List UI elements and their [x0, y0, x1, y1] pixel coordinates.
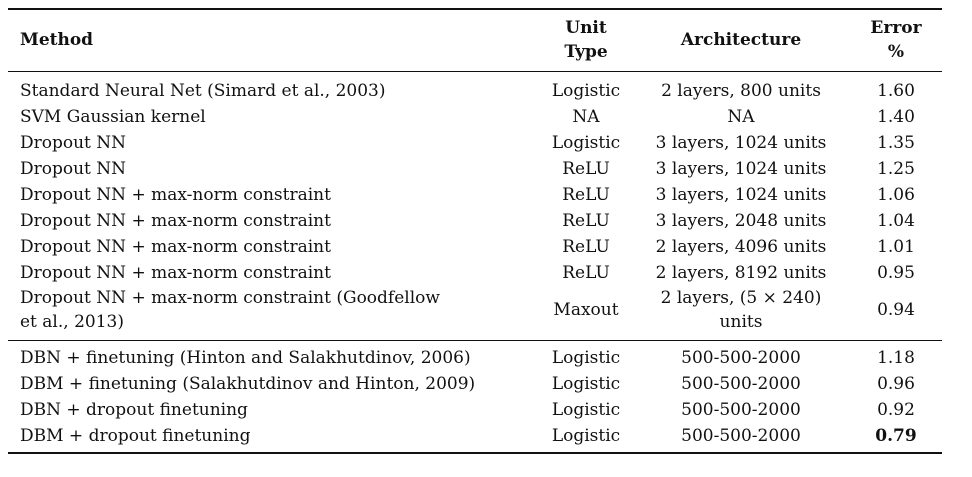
unit-type-cell: Logistic — [551, 374, 621, 394]
error-header-line2: % — [887, 42, 905, 62]
table-row — [8, 72, 942, 105]
unit-type-cell: Logistic — [551, 426, 621, 446]
table-row — [8, 130, 942, 156]
method-cell: Dropout NN + max-norm constraint — [20, 237, 331, 257]
architecture-header: Architecture — [680, 30, 802, 50]
table-header — [8, 9, 942, 72]
table-group-2 — [8, 341, 942, 454]
method-cell — [8, 286, 540, 341]
table-row — [8, 104, 942, 130]
error-cell: 1.06 — [877, 185, 915, 205]
error-cell: 1.04 — [877, 211, 915, 231]
method-cell: DBN + dropout finetuning — [20, 400, 248, 420]
method-cell: DBM + finetuning (Salakhutdinov and Hinton, 2009) — [20, 374, 476, 394]
header-row — [8, 9, 942, 72]
unit-type-cell: ReLU — [562, 237, 610, 257]
table-row — [8, 286, 942, 341]
table-row — [8, 371, 942, 397]
method-header: Method — [20, 30, 94, 50]
architecture-cell: 500-500-2000 — [681, 374, 801, 394]
method-cell: DBN + finetuning (Hinton and Salakhutdinov, 2006) — [20, 348, 471, 368]
architecture-cell — [632, 286, 850, 341]
method-cell-line1: Dropout NN + max-norm constraint (Goodfellow — [20, 288, 440, 308]
table-row — [8, 260, 942, 286]
architecture-cell: 3 layers, 1024 units — [655, 133, 827, 153]
table-row — [8, 182, 942, 208]
architecture-cell: 2 layers, 4096 units — [655, 237, 827, 257]
table-row — [8, 341, 942, 372]
method-cell: Dropout NN + max-norm constraint — [20, 211, 331, 231]
error-cell: 1.60 — [877, 81, 915, 101]
error-cell: 1.40 — [877, 107, 915, 127]
results-table — [8, 8, 942, 454]
table-row — [8, 234, 942, 260]
best-error-cell: 0.79 — [875, 426, 917, 446]
unit-type-cell: ReLU — [562, 185, 610, 205]
error-cell: 0.96 — [877, 374, 915, 394]
method-cell: SVM Gaussian kernel — [20, 107, 206, 127]
table-row — [8, 423, 942, 453]
table-row — [8, 208, 942, 234]
table-row — [8, 156, 942, 182]
error-cell: 1.01 — [877, 237, 915, 257]
method-cell: DBM + dropout finetuning — [20, 426, 251, 446]
error-header — [850, 9, 942, 72]
unit-type-cell: ReLU — [562, 159, 610, 179]
table-group-1 — [8, 72, 942, 341]
method-cell: Standard Neural Net (Simard et al., 2003) — [20, 81, 386, 101]
unit-type-cell: Logistic — [551, 81, 621, 101]
architecture-cell-line1: 2 layers, (5 × 240) — [660, 288, 822, 308]
architecture-cell: 2 layers, 800 units — [661, 81, 821, 101]
unit-type-header-line2: Type — [564, 42, 608, 62]
method-cell: Dropout NN — [20, 159, 127, 179]
method-cell: Dropout NN + max-norm constraint — [20, 185, 331, 205]
architecture-cell: 3 layers, 2048 units — [655, 211, 827, 231]
unit-type-cell: Logistic — [551, 348, 621, 368]
error-cell: 1.35 — [877, 133, 915, 153]
architecture-cell: 2 layers, 8192 units — [655, 263, 827, 283]
unit-type-cell: Logistic — [551, 133, 621, 153]
method-cell: Dropout NN — [20, 133, 127, 153]
error-cell: 0.92 — [877, 400, 915, 420]
error-cell: 1.25 — [877, 159, 915, 179]
method-cell: Dropout NN + max-norm constraint — [20, 263, 331, 283]
architecture-cell: 3 layers, 1024 units — [655, 185, 827, 205]
architecture-cell: 3 layers, 1024 units — [655, 159, 827, 179]
method-cell-line2: et al., 2013) — [20, 312, 124, 332]
error-cell: 0.94 — [877, 300, 915, 320]
results-table-container — [8, 8, 942, 454]
unit-type-cell: NA — [572, 107, 600, 127]
architecture-cell: 500-500-2000 — [681, 426, 801, 446]
unit-type-cell: ReLU — [562, 263, 610, 283]
unit-type-header-line1: Unit — [565, 18, 607, 38]
architecture-cell: 500-500-2000 — [681, 400, 801, 420]
error-cell: 0.95 — [877, 263, 915, 283]
unit-type-cell: Maxout — [553, 300, 619, 320]
architecture-cell-line2: units — [719, 312, 763, 332]
unit-type-cell: ReLU — [562, 211, 610, 231]
unit-type-cell: Logistic — [551, 400, 621, 420]
unit-type-header — [540, 9, 632, 72]
architecture-cell: NA — [727, 107, 755, 127]
architecture-cell: 500-500-2000 — [681, 348, 801, 368]
error-header-line1: Error — [870, 18, 922, 38]
error-cell: 1.18 — [877, 348, 915, 368]
table-row — [8, 397, 942, 423]
